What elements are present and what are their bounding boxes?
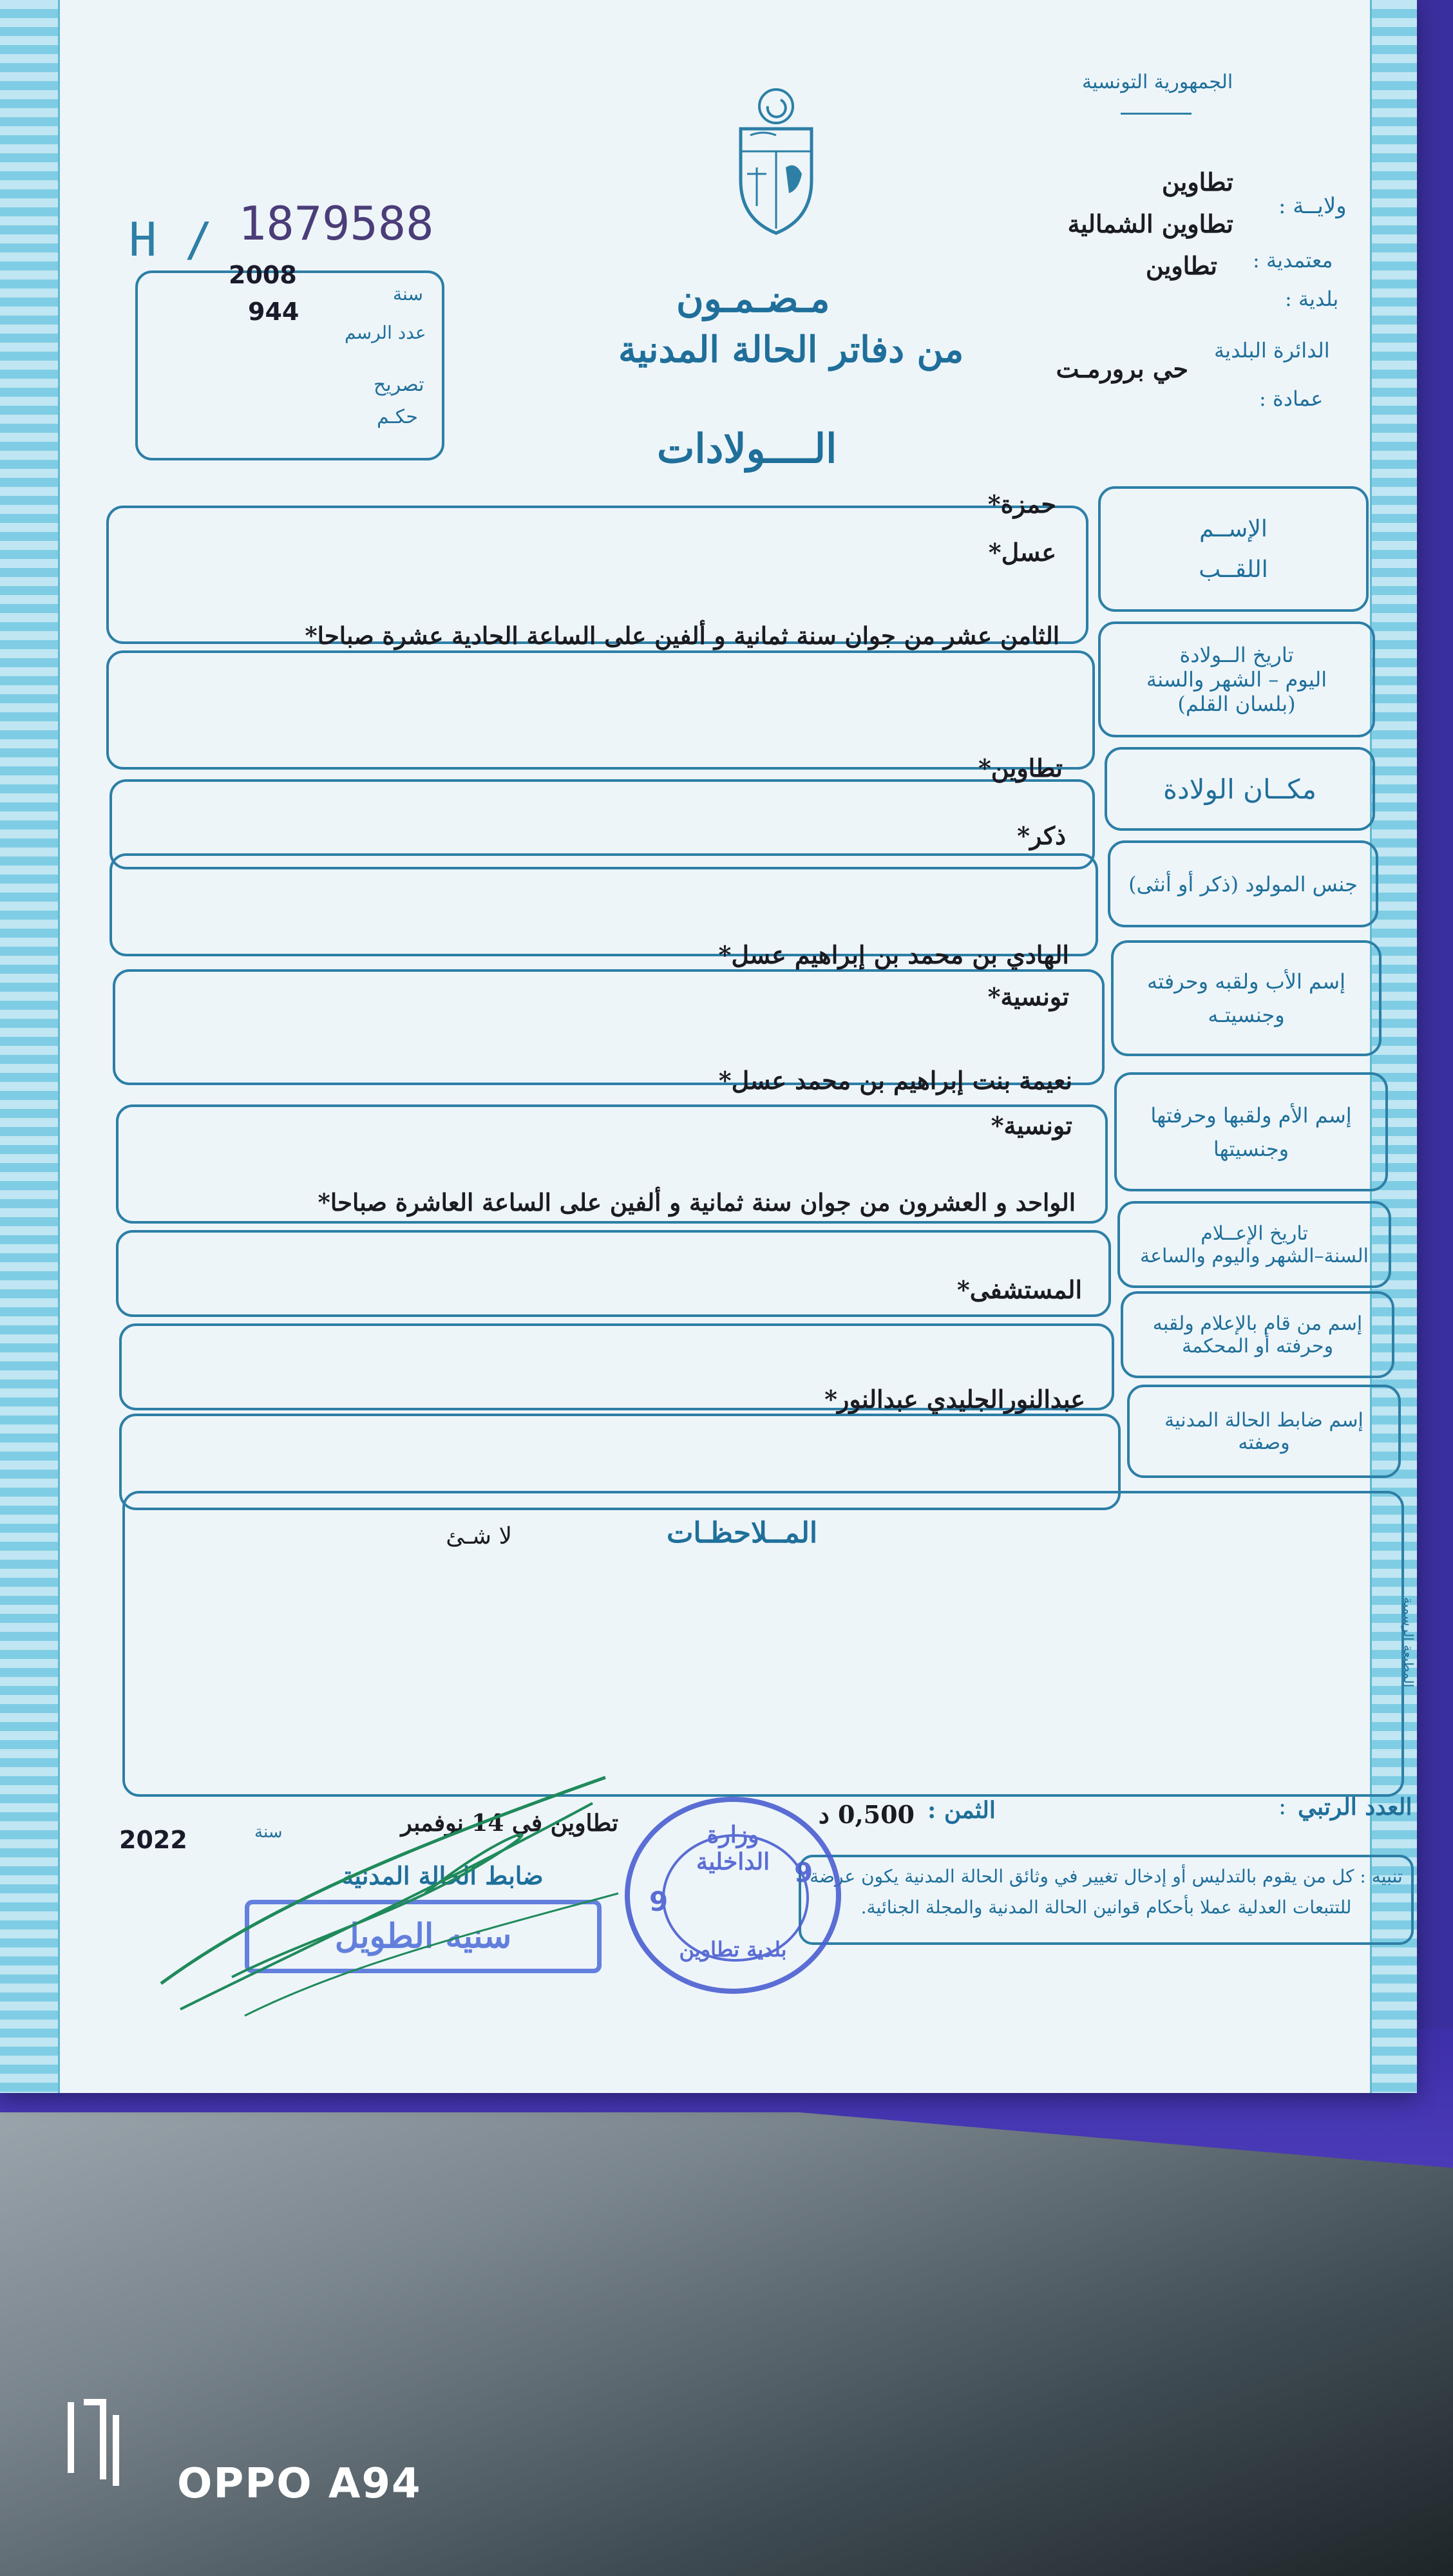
year-label: سنة [393,283,423,305]
value-birth-date: الثامن عشر من جوان سنة ثمانية و ألفين على الساعة الحادية عشرة صباحا* [305,621,1059,650]
label-mother-line1: إسم الأم ولقبها وحرفتها [1150,1103,1352,1128]
ministry-stamp [625,1797,841,1994]
label-birth-date [1098,621,1375,737]
label-birth-date-line2: اليوم – الشهر والسنة [1146,667,1327,692]
label-father [1111,940,1382,1056]
footer-year-label: سنة [254,1823,283,1842]
mutamadia-value: تطاوين الشمالية [1067,209,1233,238]
stamp-top-text: وزارة الداخلية [696,1821,770,1875]
label-declarant [1121,1291,1394,1378]
label-father-line2: وجنسيتـه [1208,1003,1285,1027]
number-label: عدد الرسم [345,322,426,343]
wilaya-label: ولايــة : [1278,193,1347,219]
declaration-label: تصريح [374,374,424,396]
warning-text: تنبيه : كل من يقوم بالتدليس أو إدخال تغيير في وثائق الحالة المدنية يكون عرضة للتتبعات العدلية عملا بأحكام قوانين الحالة المدنية والمجلة الجنائية. [810,1866,1403,1918]
label-name-line1: الإســم [1199,515,1268,542]
baladia-value: تطاوين [1145,251,1217,280]
label-father-line1: إسم الأب ولقبه وحرفته [1147,969,1345,994]
label-declaration-date-line1: تاريخ الإعــلام [1201,1222,1308,1245]
value-declaration-date: الواحد و العشرون من جوان سنة ثمانية و ألفين على الساعة العاشرة صباحا* [318,1188,1076,1217]
value-mother-name: نعيمة بنت إبراهيم بن محمد عسل* [718,1066,1072,1095]
republic-heading: الجمهورية التونسية [1082,71,1233,93]
label-declaration-date-line2: السنة–الشهر واليوم والساعة [1140,1244,1369,1267]
label-birth-date-line1: تاريخ الــولادة [1179,643,1294,667]
camera-watermark-text: OPPO A94 [177,2460,422,2508]
section-title-births: الــــولادات [657,425,837,472]
label-declarant-line2: وحرفته أو المحكمة [1181,1334,1334,1358]
coat-of-arms-icon [728,84,824,238]
label-birth-date-line3: (بلسان القلم) [1177,692,1296,716]
value-mother-nationality: تونسية* [991,1111,1072,1140]
label-declaration-date [1117,1201,1391,1288]
serial-prefix: H / [129,213,213,267]
officer-signature-label: ضابط الحالة المدنية [341,1861,544,1890]
daira-label: الدائرة البلدية [1214,338,1330,363]
heading-divider [1121,113,1192,115]
stamp-digit-left: 9 [649,1886,669,1917]
label-sex-line1: جنس المولود (ذكر أو أنثى) [1128,871,1358,896]
label-mother [1114,1072,1388,1191]
document-subtitle: من دفاتر الحالة المدنية [618,328,964,371]
label-birth-place-line1: مكــان الولادة [1163,773,1317,805]
camera-watermark-icon [64,2396,122,2486]
omada-label: عمادة : [1259,386,1324,411]
omada-value: حي برورمـت [1056,354,1188,383]
stamp-digit-right: 9 [794,1857,813,1888]
label-declarant-line1: إسم من قام بالإعلام ولقبه [1152,1312,1363,1335]
decorative-border-left [0,0,60,2093]
officer-name-seal: سنيه الطويل [245,1900,602,1973]
value-box-birth-date [106,650,1095,770]
baladia-label: بلدية : [1285,287,1339,311]
label-name [1098,486,1369,612]
label-birth-place [1105,747,1375,831]
footer-year-value: 2022 [119,1826,187,1854]
value-sex: ذكر* [1017,821,1066,850]
serial-number: 1879588 [238,196,434,251]
value-declarant: المستشفى* [956,1275,1082,1304]
value-father-name: الهادي بن محمد بن إبراهيم عسل* [718,940,1069,969]
value-birth-place: تطاوين* [978,753,1063,782]
judgment-label: حكـم [377,406,418,428]
value-surname: عسل* [988,538,1056,567]
label-officer [1127,1385,1401,1478]
stamp-bottom-text: بلدية تطاوين [679,1937,787,1962]
value-officer: عبدالنورالجليدي عبدالنور* [824,1385,1085,1414]
label-officer-line2: وصفته [1238,1431,1290,1454]
label-sex [1108,840,1378,927]
price-label: الثمن : [927,1797,996,1824]
label-mother-line2: وجنسيتها [1213,1136,1289,1161]
document-title: مـضـمـون [676,277,830,321]
printer-mark: المطبعة الرسمية [1401,1597,1416,1688]
place-date: تطاوين في 14 نوفمبر [401,1810,618,1837]
price-value: 0,500 د [818,1800,915,1829]
serial-order-colon: : [1278,1794,1287,1820]
handwritten-signature [155,1765,644,2035]
wilaya-value: تطاوين [1161,167,1233,196]
registration-year: 2008 [229,261,297,289]
serial-order-label: العدد الرتبي [1298,1794,1412,1821]
remarks-title: المــلاحظـات [667,1517,818,1549]
value-father-nationality: تونسية* [987,982,1069,1011]
label-name-line2: اللقــب [1199,556,1268,583]
remarks-value: لا شـئ [446,1523,512,1549]
value-first-name: حمزة* [987,489,1056,518]
mutamadia-label: معتمدية : [1253,248,1333,272]
label-officer-line1: إسم ضابط الحالة المدنية [1164,1408,1363,1432]
registration-number: 944 [248,298,299,326]
